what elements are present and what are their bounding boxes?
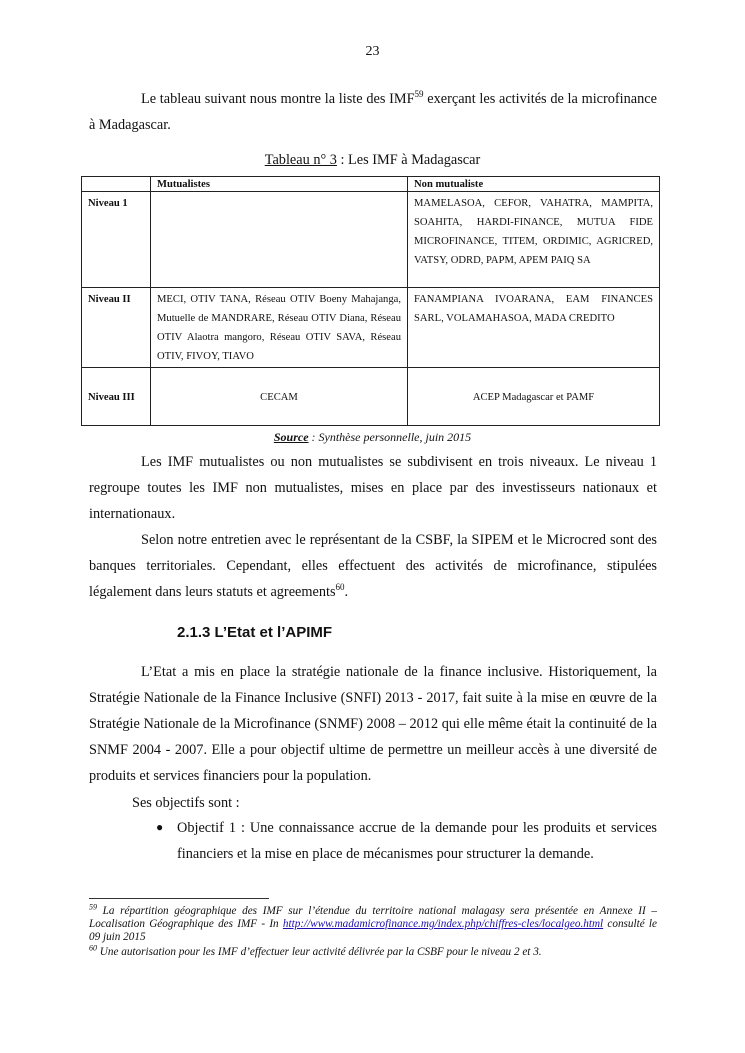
paragraph-snfi-text: L’Etat a mis en place la stratégie nationale de la finance inclusive. Historiquement, la Stratégie Nationale de la Finance Inclusive (SNFI) 2013 - 2017, fait suite à la mise en œuvre de la Stratégie Nationale de la Microfinance (SNMF) 2008 – 2012 qui elle même était la continuité de la SNMF 2004 - 2007. Elle a pour objectif ultime de permettre un meilleur accès à une diversité de produits et services financiers pour la population.	[89, 664, 657, 784]
mutualistes-cell: CECAM	[151, 368, 408, 426]
non-mutualistes-cell: MAMELASOA, CEFOR, VAHATRA, MAMPITA, SOAHITA, HARDI-FINANCE, MUTUA FIDE MICROFINANCE, TITEM, ORDIMIC, AGRICRED, VATSY, ODRD, PAPM, APEM PAIQ SA	[408, 192, 660, 288]
objective-item: Objectif 1 : Une connaissance accrue de la demande pour les produits et services financiers et la mise en place de mécanismes pour structurer la demande.	[177, 820, 657, 862]
imf-table	[81, 176, 660, 426]
section-heading: 2.1.3 L’Etat et l’APIMF	[177, 624, 333, 641]
intro-text: Le tableau suivant nous montre la liste des IMF	[141, 91, 415, 107]
table-header-row	[82, 177, 660, 192]
intro-text-end: exerçant les activités de la microfinance à Madagascar.	[89, 91, 657, 133]
paragraph-levels-text: Les IMF mutualistes ou non mutualistes se subdivisent en trois niveaux. Le niveau 1 regroupe toutes les IMF non mutualistes, mises en place par des investisseurs nationaux et internationaux.	[89, 454, 657, 522]
header-cell-non-mutualiste: Non mutualiste	[408, 177, 660, 192]
objectives-intro: Ses objectifs sont :	[132, 795, 240, 811]
mutualistes-cell	[151, 192, 408, 288]
non-mutualistes-cell: ACEP Madagascar et PAMF	[408, 368, 660, 426]
level-cell: Niveau II	[82, 288, 151, 368]
table-source	[0, 430, 745, 445]
table-caption-label: Tableau n° 3	[264, 152, 337, 168]
footnote-ref-59[interactable]: 59	[414, 89, 424, 100]
footnote-text: La répartition géographique des IMF sur l’étendue du territoire national malagasy sera présentée en Annexe II – Localisation Géographique des IMF - In	[89, 905, 657, 930]
paragraph-snfi	[89, 659, 657, 789]
footnote-text: Une autorisation pour les IMF d’effectuer leur activité délivrée par la CSBF pour le niveau 2 et 3.	[97, 946, 542, 958]
footnote-ref-60[interactable]: 60	[335, 582, 345, 593]
mutualistes-cell: MECI, OTIV TANA, Réseau OTIV Boeny Mahajanga, Mutuelle de MANDRARE, Réseau OTIV Diana, Réseau OTIV Alaotra mangoro, Réseau OTIV SAVA, Réseau OTIV, FIVOY, TIAVO	[151, 288, 408, 368]
paragraph-csbf	[89, 527, 657, 605]
footnote-60	[89, 943, 657, 959]
footnote-number: 60	[89, 943, 97, 953]
paragraph-csbf-text: Selon notre entretien avec le représentant de la CSBF, la SIPEM et le Microcred sont des banques territoriales. Cependant, elles effectuent des activités de microfinance, stipulées légalement dans leurs statuts et agreements	[89, 532, 657, 600]
footnote-number: 59	[89, 902, 97, 912]
table-row	[82, 192, 660, 288]
non-mutualistes-cell: FANAMPIANA IVOARANA, EAM FINANCES SARL, VOLAMAHASOA, MADA CREDITO	[408, 288, 660, 368]
table-row	[82, 368, 660, 426]
level-cell: Niveau III	[82, 368, 151, 426]
table-row	[82, 288, 660, 368]
source-label: Source	[273, 430, 309, 444]
paragraph-csbf-end: .	[344, 584, 349, 600]
table-caption-text: : Les IMF à Madagascar	[336, 152, 481, 168]
footnote-59	[89, 902, 657, 944]
page-number: 23	[365, 44, 380, 59]
intro-paragraph	[89, 86, 657, 138]
source-text: : Synthèse personnelle, juin 2015	[308, 430, 472, 444]
footnote-link[interactable]: http://www.madamicrofinance.mg/index.php/chiffres-cles/localgeo.html	[282, 918, 604, 930]
level-cell: Niveau 1	[82, 192, 151, 288]
header-cell-mutualistes: Mutualistes	[151, 177, 408, 192]
bullet-icon: ●	[156, 820, 164, 834]
table-caption	[0, 152, 745, 169]
footnote-text-after: consulté le 09 juin 2015	[89, 918, 657, 943]
footnote-divider	[89, 898, 269, 899]
header-cell-empty	[82, 177, 151, 192]
paragraph-levels	[89, 449, 657, 527]
